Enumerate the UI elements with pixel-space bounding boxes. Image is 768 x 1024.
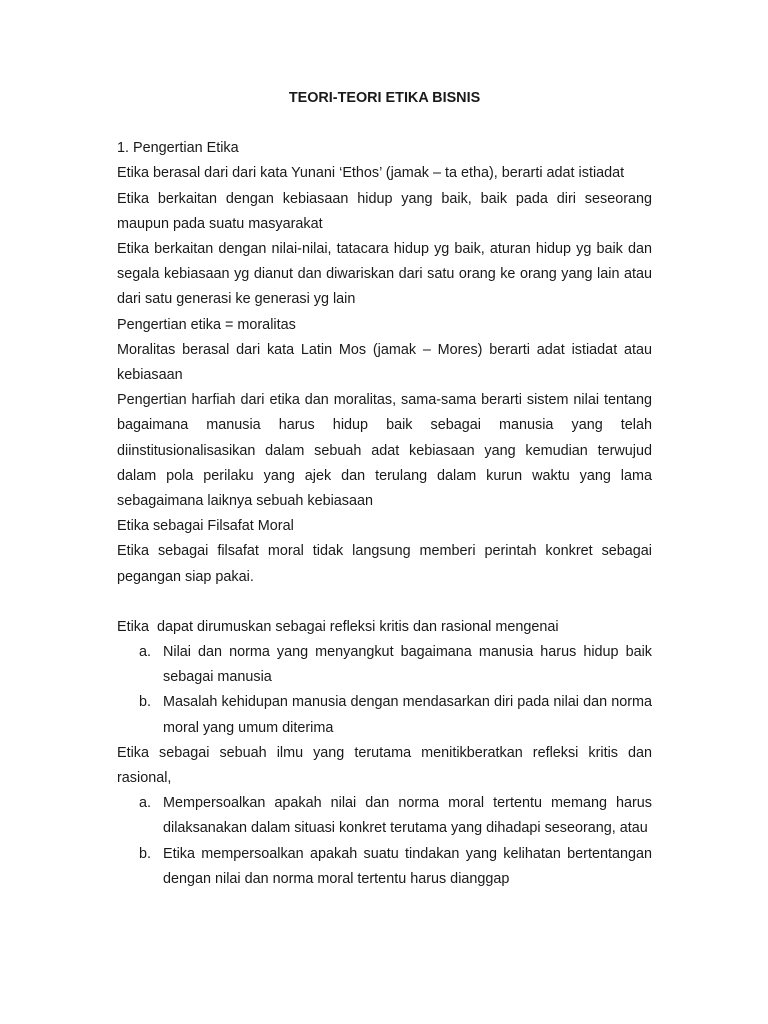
document-title: TEORI-TEORI ETIKA BISNIS	[288, 90, 481, 106]
paragraph: Etika berasal dari dari kata Yunani ‘Ethos’ (jamak – ta etha), berarti adat istiadat	[117, 165, 625, 182]
paragraph-spacer	[117, 590, 652, 615]
paragraph: Etika berkaitan dengan kebiasaan hidup yang baik, baik pada diri seseorang maupun pada suatu masyarakat	[117, 190, 652, 232]
list-marker: b.	[139, 845, 152, 862]
paragraph: Pengertian harfiah dari etika dan moralitas, sama-sama berarti sistem nilai tentang bagaimana manusia harus hidup baik sebagai manusia yang telah diinstitusionalisasikan dalam sebuah adat kebiasaan yang kemudian terwujud dalam pola perilaku yang ajek dan terulang dalam kurun waktu yang lama sebagaimana laiknya sebuah kebiasaan	[117, 392, 652, 510]
paragraph: Etika berkaitan dengan nilai-nilai, tatacara hidup yg baik, aturan hidup yg baik dan segala kebiasaan yg dianut dan diwariskan dari satu orang ke orang yang lain atau dari satu generasi ke generasi yg lain	[117, 241, 652, 308]
list-item-text: Etika mempersoalkan apakah suatu tindakan yang kelihatan bertentangan dengan nilai dan norma moral tertentu harus dianggap	[163, 845, 652, 887]
list-item-text: Nilai dan norma yang menyangkut bagaimana manusia harus hidup baik sebagai manusia	[163, 644, 652, 686]
list-marker: a.	[139, 795, 152, 812]
list-item	[117, 842, 652, 892]
list-marker: b.	[139, 694, 152, 711]
list-marker: a.	[139, 644, 152, 661]
paragraph: Moralitas berasal dari kata Latin Mos (jamak – Mores) berarti adat istiadat atau kebiasaan	[117, 341, 652, 384]
list-item-text: Masalah kehidupan manusia dengan mendasarkan diri pada nilai dan norma moral yang umum diterima	[163, 694, 652, 736]
paragraph: Etika dapat dirumuskan sebagai refleksi kritis dan rasional mengenai	[117, 618, 559, 635]
section-heading: 1. Pengertian Etika	[117, 140, 239, 157]
paragraph: Pengertian etika = moralitas	[117, 316, 296, 333]
list-item	[117, 791, 652, 841]
paragraph: Etika sebagai Filsafat Moral	[117, 518, 294, 535]
list-item-text: Mempersoalkan apakah nilai dan norma moral tertentu memang harus dilaksanakan dalam situasi konkret terutama yang dihadapi seseorang, atau	[163, 795, 652, 837]
list-item	[117, 640, 652, 690]
paragraph: Etika sebagai filsafat moral tidak langsung memberi perintah konkret sebagai pegangan siap pakai.	[117, 543, 652, 585]
list-item	[117, 690, 652, 740]
document-page	[117, 86, 652, 892]
paragraph: Etika sebagai sebuah ilmu yang terutama menitikberatkan refleksi kritis dan rasional,	[117, 744, 652, 787]
